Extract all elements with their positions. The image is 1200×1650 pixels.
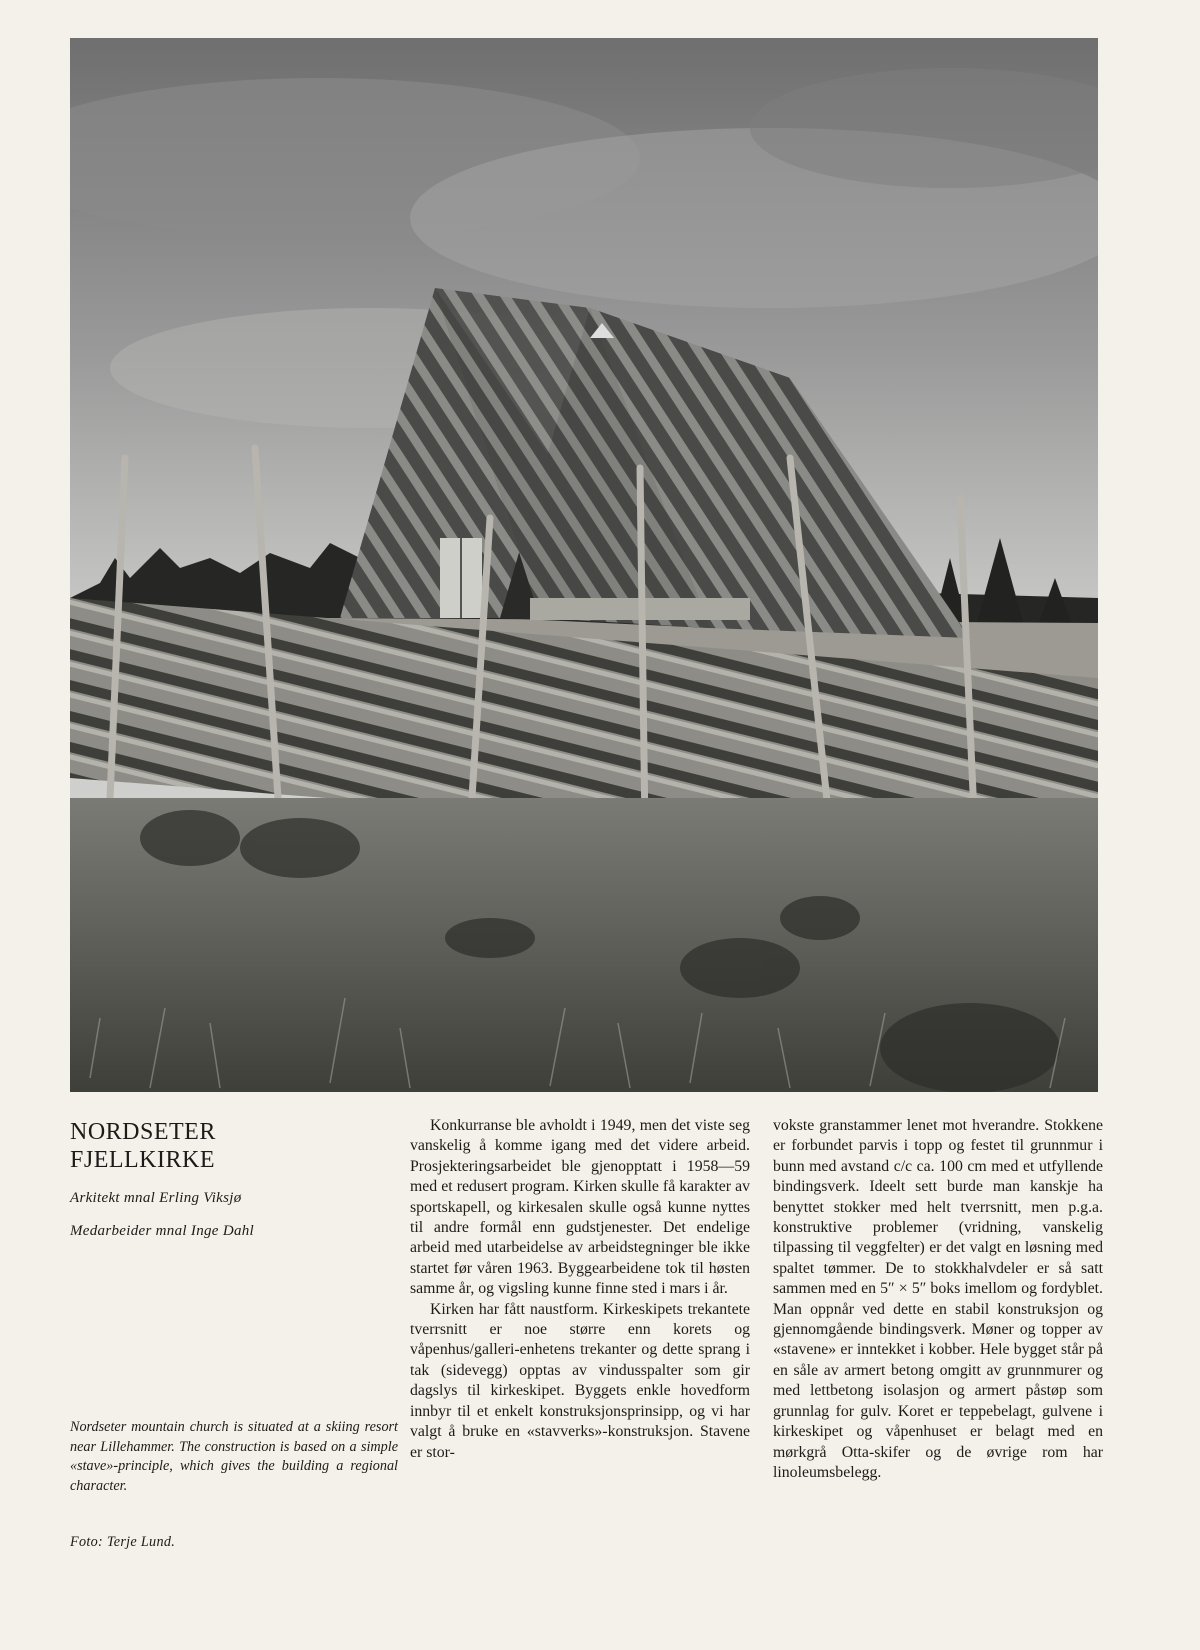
photo-credit: Foto: Terje Lund. [70,1534,176,1551]
article-title [70,1118,400,1174]
body-paragraph: vokste granstammer lenet mot hverandre. Stokkene er forbundet parvis i topp og festet til grunnmur i bunn med avstand c/c ca. 100 cm med et utfyllende bindingsverk. Ideelt sett burde man kanskje ha benyttet stokker med helt tverrsnitt, men p.g.a. konstruktive problemer (vridning, vanskelig tilpassing til veggfelter) er det valgt en løsning med spaltet tømmer. De to stokkhalvdeler er så satt sammen med en 5″ × 5″ boks imellom og fordyblet. Man oppnår ved dette en stabil konstruksjon og gjennomgående bindingsverk. Møner og topper av «stavene» er inntekket i kobber. Hele bygget står på en såle av armert betong omgitt av grunnmurer og med lettbetong isolasjon og armert påstøp som grunnlag for gulv. Koret er teppebelagt, gulvene i kirkeskipet og våpenhuset er belagt med en mørkgrå Otta-skifer og de øvrige rom har linoleumsbelegg. [773,1117,1103,1481]
body-paragraph: Konkurranse ble avholdt i 1949, men det viste seg vanskelig å komme igang med det videre arbeid. Prosjekteringsarbeidet ble gjenopptatt i 1958—59 med et redusert program. Kirken skulle få karakter av sportskapell, og kirkesalen skulle også kunne nyttes til andre formål enn gudstjenester. Det endelige arbeid med utarbeidelse av arbeidstegninger ble ikke startet før våren 1963. Byggearbeidene tok til høsten samme år, og vigsling kunne finne sted i mars i år. [410,1117,750,1298]
church-photograph [70,38,1098,1092]
body-column-2 [410,1116,750,1463]
body-paragraph: Kirken har fått naustform. Kirkeskipets trekantete tverrsnitt er noe større enn korets og våpenhus/galleri-enhetens trekanter og dette sprang i tak (sidevegg) opptas av vindusspalter som gir dagslys til kirkeskipet. Byggets enkle hovedform innbyr til et enkelt konstruksjonsprinsipp, og vi har valgt å bruke en «stavverks»-konstruksjon. Stavene er stor- [410,1300,750,1461]
architect-credit: Arkitekt mnal Erling Viksjø [70,1190,242,1206]
title-line-2: FJELLKIRKE [70,1147,215,1173]
article-intro [70,1118,400,1254]
english-caption: Nordseter mountain church is situated at a skiing resort near Lillehammer. The construction is based on a simple «stave»-principle, which gives the building a regional character. [70,1419,398,1494]
title-line-1: NORDSETER [70,1119,216,1145]
photo-illustration [70,38,1098,1092]
body-column-3 [773,1116,1103,1483]
collaborator-credit: Medarbeider mnal Inge Dahl [70,1223,255,1239]
